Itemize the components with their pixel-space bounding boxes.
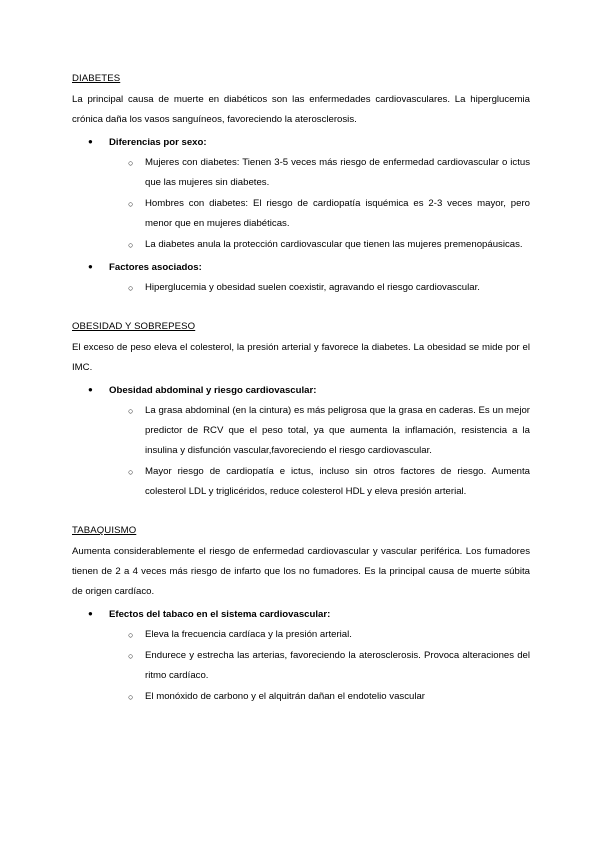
bullet-circle-icon: ○ [128,406,134,416]
sub-bullet-item [109,687,530,707]
bullet-label: Factores asociados: [109,262,202,273]
sub-bullet-item [109,278,530,298]
bullet-list [72,604,530,707]
sub-bullet-list [109,401,530,502]
sub-bullet-item [109,625,530,645]
bullet-dot-icon: ● [88,385,93,394]
sub-bullet-list [109,278,530,298]
sub-bullet-text: Mayor riesgo de cardiopatía e ictus, incluso sin otros factores de riesgo. Aumenta colesterol LDL y triglicéridos, reduce colesterol HDL y eleva presión arterial. [145,466,530,497]
sub-bullet-item [109,153,530,193]
section-heading: DIABETES [72,73,121,84]
section-diabetes [72,72,530,298]
bullet-circle-icon: ○ [128,692,134,702]
bullet-circle-icon: ○ [128,283,134,293]
sub-bullet-text: La diabetes anula la protección cardiovascular que tienen las mujeres premenopáusicas. [145,239,523,250]
sub-bullet-item [109,194,530,234]
bullet-circle-icon: ○ [128,199,134,209]
bullet-item [72,132,530,255]
bullet-circle-icon: ○ [128,467,134,477]
sub-bullet-list [109,153,530,255]
bullet-label: Efectos del tabaco en el sistema cardiovascular: [109,609,331,620]
section-intro: El exceso de peso eleva el colesterol, la presión arterial y favorece la diabetes. La obesidad se mide por el IMC. [72,342,530,373]
sub-bullet-text: Mujeres con diabetes: Tienen 3-5 veces más riesgo de enfermedad cardiovascular o ictus que las mujeres sin diabetes. [145,157,530,188]
bullet-circle-icon: ○ [128,240,134,250]
bullet-item [72,257,530,298]
bullet-circle-icon: ○ [128,630,134,640]
sub-bullet-text: El monóxido de carbono y el alquitrán dañan el endotelio vascular [145,691,425,702]
section-obesidad [72,320,530,502]
section-tabaquismo [72,524,530,707]
bullet-label: Diferencias por sexo: [109,137,207,148]
bullet-list [72,132,530,298]
section-intro: Aumenta considerablemente el riesgo de enfermedad cardiovascular y vascular periférica. Los fumadores tienen de 2 a 4 veces más riesgo de infarto que los no fumadores. Es la principal causa de muerte súbita de origen cardíaco. [72,546,530,597]
sub-bullet-text: Hombres con diabetes: El riesgo de cardiopatía isquémica es 2-3 veces mayor, pero menor que en mujeres diabéticas. [145,198,530,229]
bullet-dot-icon: ● [88,609,93,618]
section-intro: La principal causa de muerte en diabéticos son las enfermedades cardiovasculares. La hiperglucemia crónica daña los vasos sanguíneos, favoreciendo la aterosclerosis. [72,94,530,125]
bullet-dot-icon: ● [88,262,93,271]
sub-bullet-text: La grasa abdominal (en la cintura) es más peligrosa que la grasa en caderas. Es un mejor predictor de RCV que el peso total, ya que aumenta la inflamación, resistencia a la insulina y disfunción vascular,favoreciendo el riesgo cardiovascular. [145,405,530,456]
sub-bullet-item [109,646,530,686]
sub-bullet-list [109,625,530,707]
document-page [72,72,530,729]
sub-bullet-text: Endurece y estrecha las arterias, favoreciendo la aterosclerosis. Provoca alteraciones del ritmo cardíaco. [145,650,530,681]
bullet-item [72,380,530,502]
sub-bullet-item [109,462,530,502]
section-heading: TABAQUISMO [72,525,137,536]
bullet-label: Obesidad abdominal y riesgo cardiovascular: [109,385,317,396]
sub-bullet-item [109,401,530,461]
bullet-circle-icon: ○ [128,158,134,168]
bullet-circle-icon: ○ [128,651,134,661]
sub-bullet-item [109,235,530,255]
sub-bullet-text: Eleva la frecuencia cardíaca y la presión arterial. [145,629,352,640]
bullet-item [72,604,530,707]
section-heading: OBESIDAD Y SOBREPESO [72,321,196,332]
bullet-list [72,380,530,502]
sub-bullet-text: Hiperglucemia y obesidad suelen coexistir, agravando el riesgo cardiovascular. [145,282,480,293]
bullet-dot-icon: ● [88,137,93,146]
